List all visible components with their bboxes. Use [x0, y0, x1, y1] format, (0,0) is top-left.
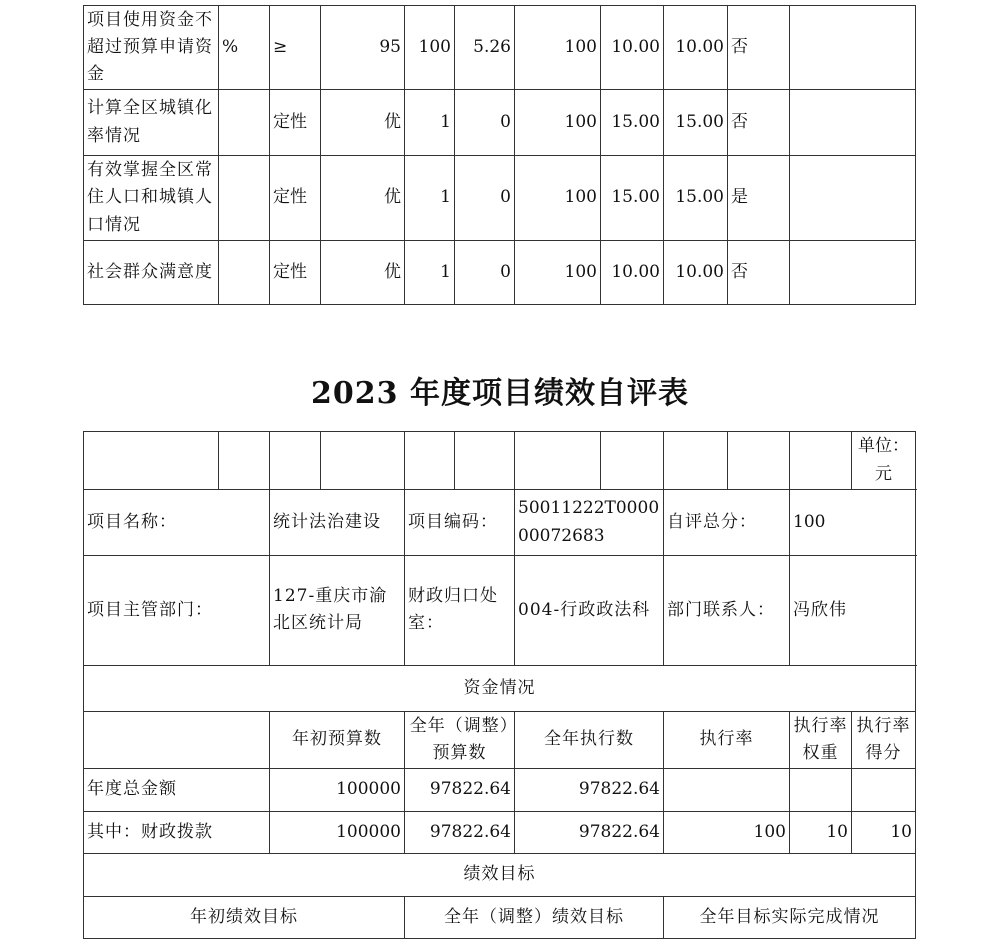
- fund-budget: 100000: [270, 768, 405, 811]
- indicator-value: 100: [515, 90, 601, 156]
- fund-header-executed: 全年执行数: [515, 711, 664, 768]
- fund-header-budget: 年初预算数: [270, 711, 405, 768]
- indicator-value: 5.26: [455, 6, 515, 90]
- self-score-label: 自评总分：: [664, 490, 790, 556]
- fund-adjusted: 97822.64: [405, 811, 515, 853]
- table-row: [84, 853, 916, 896]
- fund-score: 10: [852, 811, 916, 853]
- fund-adjusted: 97822.64: [405, 768, 515, 811]
- indicator-unit: [219, 156, 270, 241]
- indicator-table: [83, 5, 916, 305]
- indicator-flag: 否: [728, 90, 790, 156]
- contact-value: 冯欣伟: [790, 556, 916, 666]
- indicator-value: 0: [455, 156, 515, 241]
- indicator-value: 10.00: [664, 241, 728, 305]
- perf-header-initial: 年初绩效目标: [84, 896, 405, 938]
- indicator-target: 95: [321, 6, 405, 90]
- finance-office-label: 财政归口处室：: [405, 556, 515, 666]
- table-row: [84, 241, 916, 305]
- fund-rate: [664, 768, 790, 811]
- table-row: [84, 556, 916, 666]
- indicator-flag: 否: [728, 241, 790, 305]
- table-row: [84, 665, 916, 711]
- indicator-target: 优: [321, 90, 405, 156]
- table-row: [84, 896, 916, 938]
- table-row: [84, 6, 916, 90]
- indicator-operator: ≥: [270, 6, 321, 90]
- indicator-name: 项目使用资金不超过预算申请资金: [84, 6, 219, 90]
- self-evaluation-form: [83, 431, 916, 939]
- fund-header-score: 执行率得分: [852, 711, 916, 768]
- table-row: [84, 811, 916, 853]
- indicator-unit: [219, 90, 270, 156]
- unit-label: 单位：元: [852, 432, 916, 490]
- fund-score: [852, 768, 916, 811]
- table-row: [84, 156, 916, 241]
- indicator-value: 10.00: [601, 241, 664, 305]
- indicator-note: [790, 90, 916, 156]
- dept-value: 127-重庆市渝北区统计局: [270, 556, 405, 666]
- table-row: [84, 711, 916, 768]
- fund-header-rate: 执行率: [664, 711, 790, 768]
- indicator-value: 10.00: [601, 6, 664, 90]
- contact-label: 部门联系人：: [664, 556, 790, 666]
- indicator-value: 15.00: [601, 90, 664, 156]
- project-code-value: 50011222T000000072683: [515, 490, 664, 556]
- indicator-value: 15.00: [664, 90, 728, 156]
- indicator-operator: 定性: [270, 90, 321, 156]
- indicator-value: 1: [405, 90, 455, 156]
- indicator-value: 100: [405, 6, 455, 90]
- indicator-name: 有效掌握全区常住人口和城镇人口情况: [84, 156, 219, 241]
- indicator-operator: 定性: [270, 241, 321, 305]
- indicator-target: 优: [321, 241, 405, 305]
- indicator-value: 10.00: [664, 6, 728, 90]
- project-name-label: 项目名称：: [84, 490, 270, 556]
- fund-section-header: 资金情况: [84, 665, 916, 711]
- indicator-name: 计算全区城镇化率情况: [84, 90, 219, 156]
- fund-budget: 100000: [270, 811, 405, 853]
- page-title: 2023 年度项目绩效自评表: [311, 376, 689, 411]
- indicator-flag: 是: [728, 156, 790, 241]
- fund-executed: 97822.64: [515, 768, 664, 811]
- indicator-flag: 否: [728, 6, 790, 90]
- indicator-value: 100: [515, 241, 601, 305]
- indicator-value: 100: [515, 6, 601, 90]
- perf-header-actual: 全年目标实际完成情况: [664, 896, 916, 938]
- finance-office-value: 004-行政政法科: [515, 556, 664, 666]
- indicator-target: 优: [321, 156, 405, 241]
- indicator-unit: [219, 241, 270, 305]
- fund-row-label: 年度总金额: [84, 768, 270, 811]
- fund-executed: 97822.64: [515, 811, 664, 853]
- fund-weight: 10: [790, 811, 852, 853]
- indicator-unit: %: [219, 6, 270, 90]
- self-score-value: 100: [790, 490, 916, 556]
- indicator-value: 1: [405, 156, 455, 241]
- indicator-note: [790, 156, 916, 241]
- indicator-note: [790, 241, 916, 305]
- table-row: [84, 768, 916, 811]
- indicator-value: 100: [515, 156, 601, 241]
- fund-weight: [790, 768, 852, 811]
- indicator-note: [790, 6, 916, 90]
- indicator-operator: 定性: [270, 156, 321, 241]
- fund-rate: 100: [664, 811, 790, 853]
- indicator-name: 社会群众满意度: [84, 241, 219, 305]
- fund-header-adjusted: 全年（调整）预算数: [405, 711, 515, 768]
- table-row: [84, 490, 916, 556]
- perf-header-adjusted: 全年（调整）绩效目标: [405, 896, 664, 938]
- table-row: [84, 432, 916, 490]
- indicator-value: 15.00: [601, 156, 664, 241]
- indicator-value: 15.00: [664, 156, 728, 241]
- perf-section-header: 绩效目标: [84, 853, 916, 896]
- project-name-value: 统计法治建设: [270, 490, 405, 556]
- indicator-value: 0: [455, 90, 515, 156]
- fund-row-label: 其中：财政拨款: [84, 811, 270, 853]
- indicator-value: 0: [455, 241, 515, 305]
- indicator-value: 1: [405, 241, 455, 305]
- table-row: [84, 90, 916, 156]
- fund-header-weight: 执行率权重: [790, 711, 852, 768]
- project-code-label: 项目编码：: [405, 490, 515, 556]
- dept-label: 项目主管部门：: [84, 556, 270, 666]
